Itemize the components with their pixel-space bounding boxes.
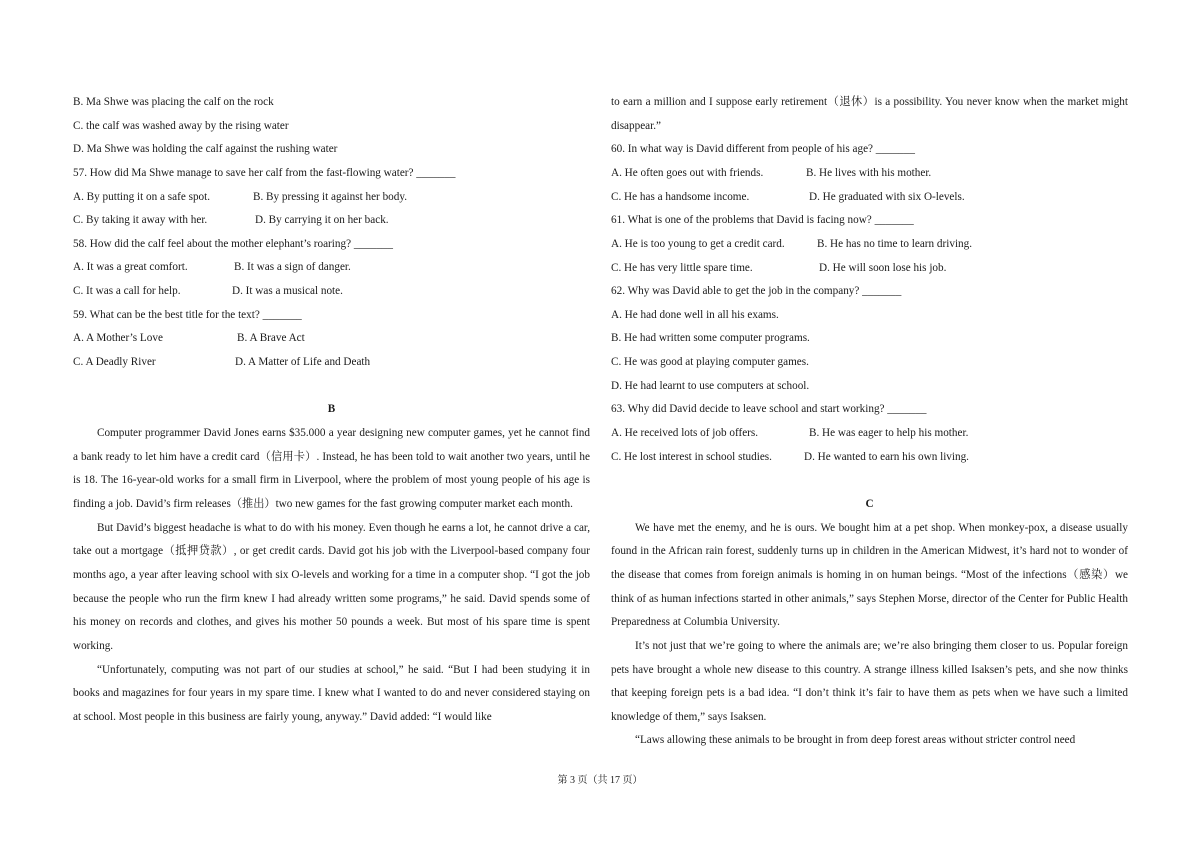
q59-option-b: B. A Brave Act <box>237 332 305 345</box>
q63-option-c: C. He lost interest in school studies. <box>611 450 772 463</box>
q62-option-a: A. He had done well in all his exams. <box>611 308 779 321</box>
q60-option-d: D. He graduated with six O-levels. <box>809 190 965 203</box>
q62-option-d: D. He had learnt to use computers at school. <box>611 379 810 392</box>
q61-options-row <box>611 233 1128 257</box>
q61-option-b: B. He has no time to learn driving. <box>817 237 973 250</box>
q63-option-d: D. He wanted to earn his own living. <box>804 450 969 463</box>
q58-option-b: B. It was a sign of danger. <box>234 261 351 274</box>
q62-option-c: C. He was good at playing computer games. <box>611 356 809 369</box>
q61-option-d: D. He will soon lose his job. <box>819 261 947 274</box>
passage-b-paragraph-3: “Unfortunately, computing was not part of our studies at school,” he said. “But I had been studying it in books and magazines for four years in my spare time. I knew what I wanted to do and never considered staying on at school. Most people in this business are fairly young, anyway.” David added: “I would like <box>73 663 590 723</box>
passage-b-continuation: to earn a million and I suppose early retirement（退休）is a possibility. You never know when the market might disappear.” <box>611 96 1128 132</box>
q57-option-a: A. By putting it on a safe spot. <box>73 190 211 203</box>
q60-options-row <box>611 186 1128 210</box>
q58-option-a: A. It was a great comfort. <box>73 261 188 274</box>
q58-option-c: C. It was a call for help. <box>73 285 181 298</box>
q59-option-c: C. A Deadly River <box>73 356 156 369</box>
q61-option-a: A. He is too young to get a credit card. <box>611 237 785 250</box>
q59-option-a: A. A Mother’s Love <box>73 332 163 345</box>
q63-option-a: A. He received lots of job offers. <box>611 427 759 439</box>
passage-c-paragraph-2: It’s not just that we’re going to where the animals are; we’re also bringing them closer to us. Popular foreign pets have brought a whole new disease to this country. A strange illness killed Isaksen’s pets, and she now thinks that keeping foreign pets is a bad idea. “I don’t think it’s fair to have them as pets when we have such a limited knowledge of them,” says Isaksen. <box>611 639 1128 723</box>
passage-b-paragraph-1: Computer programmer David Jones earns $35.000 a year designing new computer games, yet he cannot find a bank ready to let him have a credit card（信用卡）. Instead, he has been told to wait another two years, until he is 18. The 16-year-old works for a small firm in Liverpool, where the problem of most young people of his age is finding a job. David’s firm releases（推出）two new games for the fast growing computer market each month. <box>73 426 590 510</box>
q63-option-b: B. He was eager to help his mother. <box>809 427 969 439</box>
section-heading-b: B <box>327 403 336 416</box>
q57-options-row <box>73 209 590 233</box>
q57-option-b: B. By pressing it against her body. <box>253 190 408 203</box>
q57-option-c: C. By taking it away with her. <box>73 214 208 227</box>
spacer <box>611 469 1128 493</box>
q58-option-d: D. It was a musical note. <box>232 285 343 298</box>
q57-option-d: D. By carrying it on her back. <box>255 214 389 227</box>
q61-options-row <box>611 257 1128 281</box>
q59-options-row <box>73 327 590 351</box>
q60-option-a: A. He often goes out with friends. <box>611 166 764 179</box>
section-heading-c: C <box>865 497 874 510</box>
passage-c-paragraph-1: We have met the enemy, and he is ours. We bought him at a pet shop. When monkey-pox, a disease usually found in the African rain forest, suddenly turns up in children in the American Midwest, it’s hard not to wonder of the disease that comes from foreign animals is homing in on human beings. “Most of the infections（感染）we think of as human infections started in other animals,” says Stephen Morse, director of the Center for Public Health Preparedness at Columbia University. <box>611 521 1128 629</box>
right-column <box>611 91 1128 753</box>
question-57: 57. How did Ma Shwe manage to save her calf from the fast-flowing water? _______ <box>73 166 456 179</box>
q60-options-row <box>611 162 1128 186</box>
left-column <box>73 91 590 730</box>
q63-options-row <box>611 422 1128 446</box>
question-61: 61. What is one of the problems that David is facing now? _______ <box>611 214 914 227</box>
q59-option-d: D. A Matter of Life and Death <box>235 356 371 369</box>
question-58: 58. How did the calf feel about the mother elephant’s roaring? _______ <box>73 237 393 250</box>
q58-options-row <box>73 256 590 280</box>
q56-option-b: B. Ma Shwe was placing the calf on the rock <box>73 96 274 108</box>
q56-option-c: C. the calf was washed away by the rising water <box>73 119 289 132</box>
passage-c-paragraph-3: “Laws allowing these animals to be brought in from deep forest areas without stricter control need <box>635 734 1076 747</box>
passage-b-paragraph-2: But David’s biggest headache is what to do with his money. Even though he earns a lot, he cannot drive a car, take out a mortgage（抵押贷款）, or get credit cards. David got his job with the Liverpool-based company four months ago, a year after leaving school with six O-levels and working for a time in a computer shop. “I got the job because the people who run the firm knew I had already written some programs,” he said. David spends some of his money on records and clothes, and gives his mother 50 pounds a week. But most of his spare time is spent working. <box>73 521 590 652</box>
q58-options-row <box>73 280 590 304</box>
spacer <box>73 375 590 399</box>
q60-option-b: B. He lives with his mother. <box>806 166 932 179</box>
question-62: 62. Why was David able to get the job in the company? _______ <box>611 285 902 298</box>
q62-option-b: B. He had written some computer programs. <box>611 332 810 345</box>
q61-option-c: C. He has very little spare time. <box>611 261 753 274</box>
question-59: 59. What can be the best title for the text? _______ <box>73 308 302 321</box>
q60-option-c: C. He has a handsome income. <box>611 190 750 203</box>
question-63: 63. Why did David decide to leave school and start working? _______ <box>611 403 927 416</box>
q56-option-d: D. Ma Shwe was holding the calf against the rushing water <box>73 143 338 156</box>
q59-options-row <box>73 351 590 375</box>
q63-options-row <box>611 446 1128 470</box>
page-number-footer: 第 3 页（共 17 页） <box>557 775 643 786</box>
question-60: 60. In what way is David different from people of his age? _______ <box>611 143 915 156</box>
q57-options-row <box>73 186 590 210</box>
